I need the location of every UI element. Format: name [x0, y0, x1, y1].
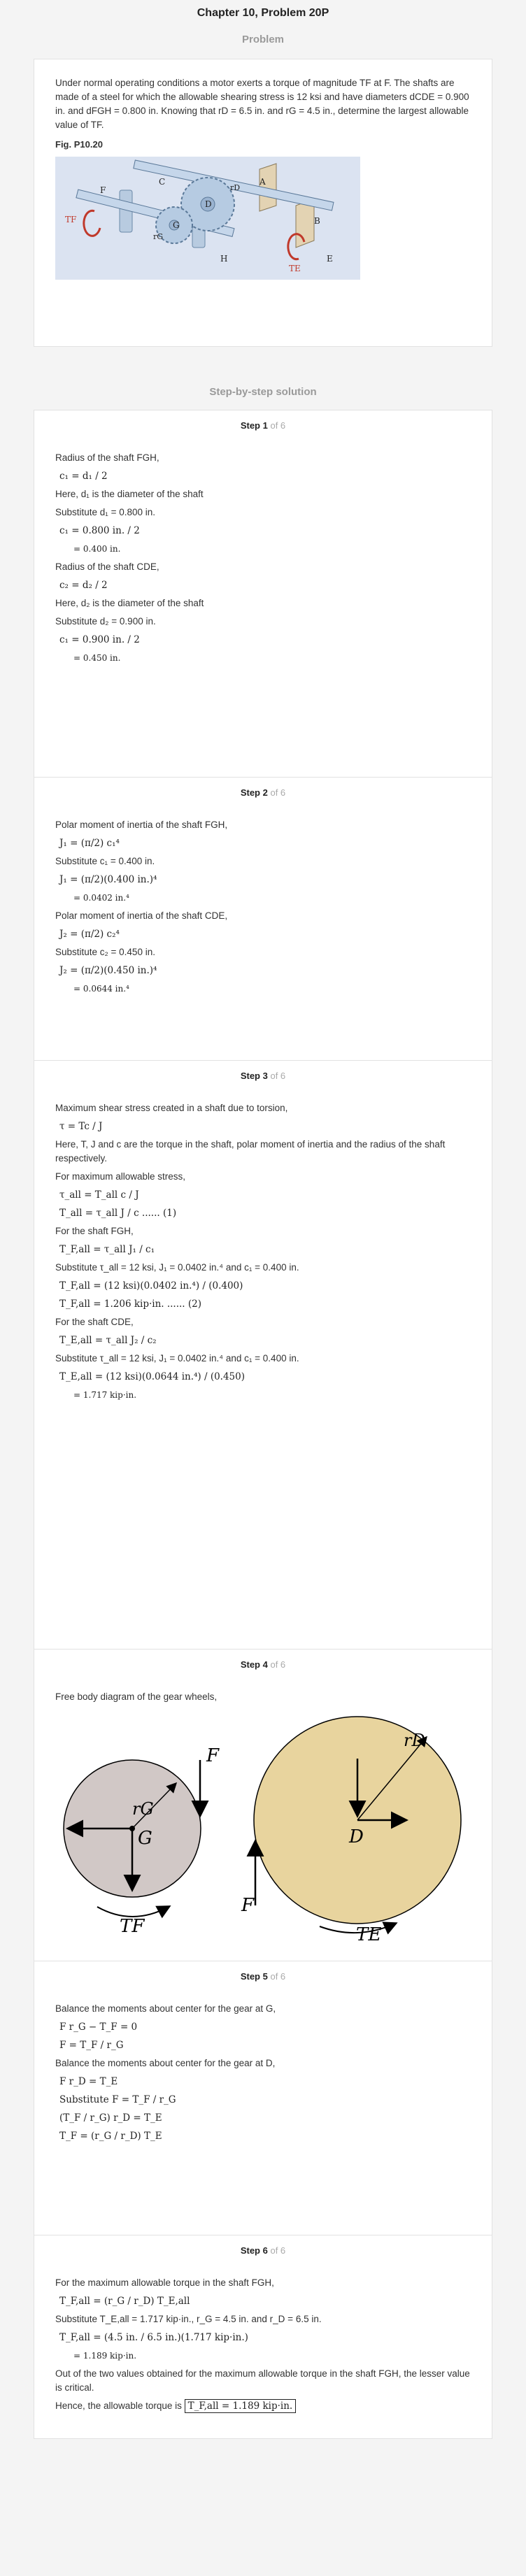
text-line: Substitute d₁ = 0.800 in. — [55, 507, 156, 517]
text-line: For the maximum allowable torque in the shaft FGH, — [55, 2277, 274, 2288]
fig-label-TE: TE — [289, 264, 301, 273]
fbd-label-TF: TF — [120, 1916, 145, 1937]
text-line: Substitute τ_all = 12 ksi, J₁ = 0.0402 in.⁴ and c₁ = 0.400 in. — [55, 1262, 299, 1273]
step-5 — [34, 1961, 492, 2235]
equation: T_F = (r_G / r_D) T_E — [59, 2131, 162, 2142]
equation: J₁ = (π/2)(0.400 in.)⁴ — [59, 874, 157, 885]
fbd-label-F-top: F — [206, 1745, 220, 1766]
fbd-label-rD: rD — [404, 1731, 425, 1750]
final-answer-text: Hence, the allowable torque is — [55, 2400, 182, 2411]
text-line: For the shaft CDE, — [55, 1317, 134, 1327]
equation: T_F,all = τ_all J₁ / c₁ — [59, 1244, 155, 1255]
fbd-label-F-bottom: F — [241, 1895, 255, 1916]
fig-label-H: H — [220, 254, 228, 264]
fbd-label-TE: TE — [356, 1924, 382, 1940]
fbd-label-D: D — [349, 1826, 364, 1847]
text-line: Radius of the shaft FGH, — [55, 452, 159, 463]
equation: J₂ = (π/2)(0.450 in.)⁴ — [59, 965, 157, 976]
step-6-header — [55, 2235, 471, 2272]
text-line: Substitute T_E,all = 1.717 kip·in., r_G = 4.5 in. and r_D = 6.5 in. — [55, 2314, 322, 2324]
fig-label-C: C — [159, 177, 166, 187]
step-1-label: Step 1 — [240, 420, 268, 431]
free-body-diagram — [55, 1710, 471, 1940]
figure-label: Fig. P10.20 — [55, 139, 103, 150]
text-line: Maximum shear stress created in a shaft due to torsion, — [55, 1103, 288, 1113]
gear-g — [64, 1745, 220, 1937]
equation: T_E,all = τ_all J₂ / c₂ — [59, 1335, 157, 1346]
equation: Substitute F = T_F / r_G — [59, 2094, 176, 2105]
equation: T_F,all = 1.206 kip·in. ...... (2) — [59, 1298, 202, 1310]
page-title: Chapter 10, Problem 20P — [197, 7, 329, 19]
equation: (T_F / r_G) r_D = T_E — [59, 2112, 162, 2124]
equation: c₁ = d₁ / 2 — [59, 471, 108, 482]
step-3-header — [55, 1061, 471, 1097]
text-line: Here, T, J and c are the torque in the shaft, polar moment of inertia and the radius of the shaft respectively. — [55, 1139, 446, 1164]
equation: = 1.189 kip·in. — [73, 2351, 137, 2361]
fig-label-B: B — [314, 216, 320, 226]
step-total: of 6 — [270, 1071, 286, 1081]
final-answer-line — [55, 2399, 471, 2413]
step-4 — [34, 1649, 492, 1961]
step-2-label: Step 2 — [240, 787, 268, 798]
step-total: of 6 — [270, 420, 286, 431]
equation: = 1.717 kip·in. — [73, 1390, 137, 1400]
text-line: Here, d₂ is the diameter of the shaft — [55, 598, 204, 608]
step-total: of 6 — [270, 787, 286, 798]
step-total: of 6 — [270, 1971, 286, 1982]
equation: c₁ = 0.800 in. / 2 — [59, 525, 140, 536]
equation: c₂ = d₂ / 2 — [59, 580, 108, 591]
fig-label-F: F — [100, 185, 106, 195]
equation: = 0.450 in. — [73, 653, 121, 663]
equation: T_all = τ_all J / c ...... (1) — [59, 1208, 177, 1219]
fig-label-rG: rG — [153, 232, 164, 241]
step-5-header — [55, 1961, 471, 1998]
text-line: Free body diagram of the gear wheels, — [55, 1691, 218, 1702]
equation: F r_D = T_E — [59, 2076, 118, 2087]
step-4-header — [55, 1650, 471, 1686]
step-1 — [34, 410, 492, 777]
problem-figure — [55, 157, 360, 280]
text-line: Polar moment of inertia of the shaft CDE, — [55, 910, 228, 921]
fig-label-TF: TF — [65, 215, 77, 224]
fig-label-E: E — [327, 254, 333, 264]
text-line: Out of the two values obtained for the maximum allowable torque in the shaft FGH, the lesser value is critical. — [55, 2368, 470, 2393]
equation: τ_all = T_all c / J — [59, 1189, 139, 1201]
gear-d — [241, 1717, 461, 1940]
equation: T_E,all = (12 ksi)(0.0644 in.⁴) / (0.450) — [59, 1371, 245, 1382]
step-1-header — [55, 410, 471, 447]
fig-label-A: A — [260, 177, 266, 187]
fig-label-rD: rD — [230, 183, 241, 192]
shaft-gear-figure — [55, 157, 360, 280]
equation: τ = Tc / J — [59, 1121, 103, 1132]
problem-heading: Problem — [241, 34, 284, 45]
step-6 — [34, 2235, 492, 2438]
step-total: of 6 — [270, 1659, 286, 1670]
equation: F = T_F / r_G — [59, 2040, 124, 2051]
problem-card — [34, 59, 492, 347]
fig-label-D: D — [205, 199, 212, 209]
equation: F r_G − T_F = 0 — [59, 2022, 138, 2033]
text-line: For the shaft FGH, — [55, 1226, 134, 1236]
equation: c₁ = 0.900 in. / 2 — [59, 634, 140, 645]
equation: = 0.0644 in.⁴ — [73, 984, 129, 994]
step-total: of 6 — [270, 2245, 286, 2256]
step-4-label: Step 4 — [240, 1659, 268, 1670]
text-line: Polar moment of inertia of the shaft FGH, — [55, 820, 228, 830]
fbd-label-G: G — [138, 1828, 152, 1849]
equation: T_F,all = (r_G / r_D) T_E,all — [59, 2296, 190, 2307]
equation: J₂ = (π/2) c₂⁴ — [59, 929, 120, 940]
text-line: Substitute c₁ = 0.400 in. — [55, 856, 155, 866]
equation: T_F,all = (4.5 in. / 6.5 in.)(1.717 kip·in.) — [59, 2332, 248, 2343]
problem-text: Under normal operating conditions a motor exerts a torque of magnitude TF at F. The shafts are made of a steel for which the allowable shearing stress is 12 ksi and have diameters dCDE = 0.900 in. and dFGH = 0.800 in. Knowing that rD = 6.5 in. and rG = 4.5 in., determine the largest allowable value of TF. — [55, 78, 469, 130]
solution-card — [34, 410, 492, 2439]
equation: = 0.400 in. — [73, 544, 121, 554]
step-5-label: Step 5 — [240, 1971, 268, 1982]
text-line: Balance the moments about center for the gear at G, — [55, 2003, 276, 2014]
equation: T_F,all = (12 ksi)(0.0402 in.⁴) / (0.400) — [59, 1280, 243, 1291]
step-3-label: Step 3 — [240, 1071, 268, 1081]
final-answer-box: T_F,all = 1.189 kip·in. — [185, 2399, 297, 2413]
text-line: Balance the moments about center for the gear at D, — [55, 2058, 276, 2068]
step-2-header — [55, 778, 471, 814]
solution-heading: Step-by-step solution — [209, 386, 317, 398]
fbd-label-rG: rG — [132, 1799, 154, 1819]
text-line: Substitute c₂ = 0.450 in. — [55, 947, 155, 957]
text-line: Here, d₁ is the diameter of the shaft — [55, 489, 204, 499]
step-3 — [34, 1060, 492, 1649]
text-line: Substitute τ_all = 12 ksi, J₁ = 0.0402 in.⁴ and c₁ = 0.400 in. — [55, 1353, 299, 1364]
text-line: Substitute d₂ = 0.900 in. — [55, 616, 156, 627]
text-line: Radius of the shaft CDE, — [55, 561, 159, 572]
text-line: For maximum allowable stress, — [55, 1171, 186, 1182]
fig-label-G: G — [173, 220, 180, 230]
equation: = 0.0402 in.⁴ — [73, 893, 129, 903]
equation: J₁ = (π/2) c₁⁴ — [59, 838, 120, 849]
step-2 — [34, 777, 492, 1060]
step-6-label: Step 6 — [240, 2245, 268, 2256]
